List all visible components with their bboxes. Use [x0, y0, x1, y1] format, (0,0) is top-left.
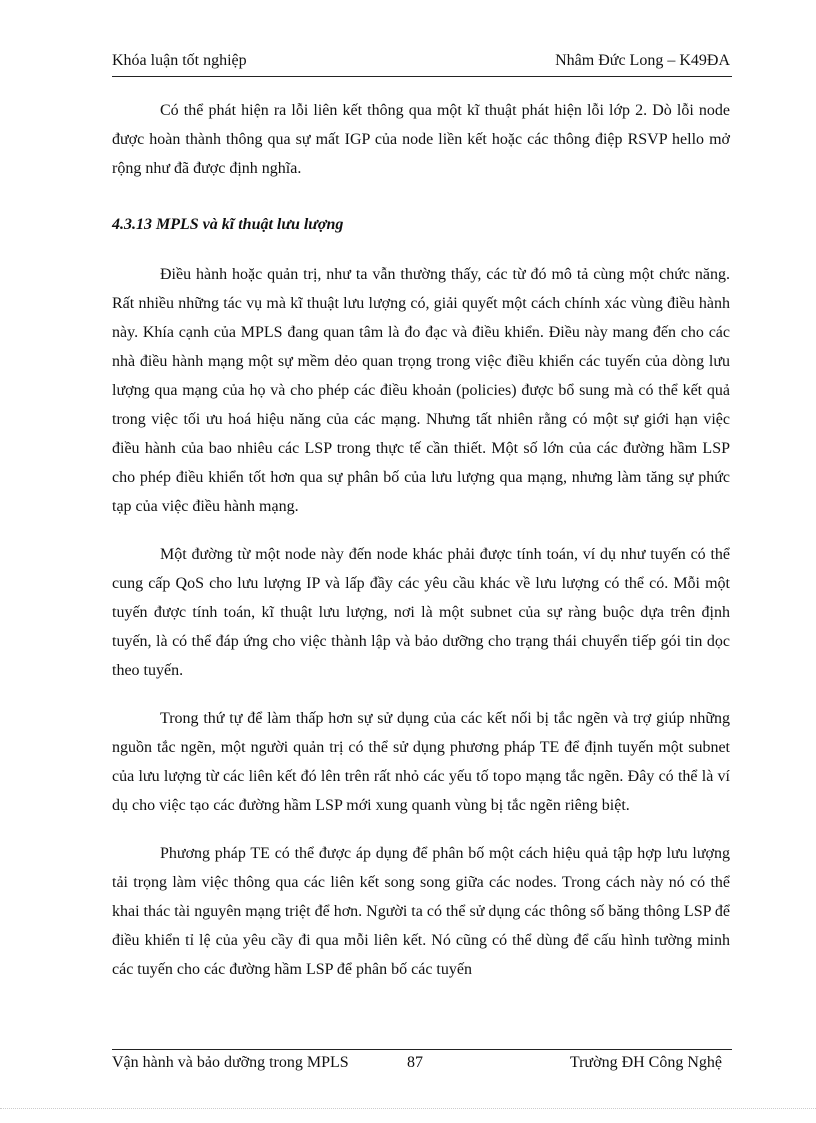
- header-author: Nhâm Đức Long – K49ĐA: [555, 52, 730, 69]
- section-heading: 4.3.13 MPLS và kĩ thuật lưu lượng: [112, 216, 344, 233]
- page-footer: [112, 1049, 732, 1074]
- paragraph-congestion: Trong thứ tự để làm thấp hơn sự sử dụng của các kết nối bị tắc ngẽn và trợ giúp những nguồn tắc ngẽn, một người quản trị có thể sử dụng phương pháp TE để định tuyến một subnet của lưu lượng từ các liên kết đó lên trên rất nhỏ các yếu tố topo mạng tắc ngẽn. Đây có thể là ví dụ cho việc tạo các đường hầm LSP mới xung quanh vùng bị tắc ngẽn riêng biệt.: [112, 710, 730, 814]
- page-header: [112, 50, 732, 77]
- paragraph-path-computation: Một đường từ một node này đến node khác phải được tính toán, ví dụ như tuyến có thể cung cấp QoS cho lưu lượng IP và lấp đầy các yêu cầu khác về lưu lượng có thể có. Mỗi một tuyến được tính toán, kĩ thuật lưu lượng, nơi là một subnet của sự ràng buộc dựa trên định tuyến, là có thể đáp ứng cho việc thành lập và bảo dưỡng cho trạng thái chuyển tiếp gói tin dọc theo tuyến.: [112, 546, 730, 679]
- paragraph-management: Điều hành hoặc quản trị, như ta vẫn thường thấy, các từ đó mô tả cùng một chức năng. Rất nhiều những tác vụ mà kĩ thuật lưu lượng có, giải quyết một cách chính xác vùng điều hành này. Khía cạnh của MPLS đang quan tâm là đo đạc và điều khiển. Điều này mang đến cho các nhà điều hành mạng một sự mềm dẻo quan trọng trong việc điều khiển các tuyến của dòng lưu lượng qua mạng của họ và cho phép các điều khoản (policies) được bổ sung mà có thể kết quả trong việc tối ưu hoá hiệu năng của các mạng. Nhưng tất nhiên rằng có một sự giới hạn việc điều hành của bao nhiêu các LSP trong thực tế cần thiết. Một số lớn của các đường hầm LSP cho phép điều khiển tốt hơn qua sự phân bố của lưu lượng qua mạng, nhưng làm tăng sự phức tạp của việc điều hành mạng.: [112, 266, 730, 515]
- page-number: 87: [407, 1054, 423, 1071]
- paragraph-link-failure: Có thể phát hiện ra lỗi liên kết thông qua một kĩ thuật phát hiện lỗi lớp 2. Dò lỗi node được hoàn thành thông qua sự mất IGP của node liền kết hoặc các thông điệp RSVP hello mở rộng như đã được định nghĩa.: [112, 102, 730, 177]
- footer-university: Trường ĐH Công Nghệ: [569, 1054, 722, 1071]
- page-content: [112, 96, 730, 984]
- page-edge-divider: [0, 1108, 816, 1109]
- header-thesis-label: Khóa luận tốt nghiệp: [112, 52, 247, 69]
- footer-document-title: Vận hành và bảo dưỡng trong MPLS: [112, 1054, 349, 1071]
- paragraph-load-distribution: Phương pháp TE có thể được áp dụng để phân bố một cách hiệu quả tập hợp lưu lượng tải trọng làm việc thông qua các liên kết song song giữa các nodes. Trong cách này nó có thể khai thác tài nguyên mạng triệt để hơn. Người ta có thể sử dụng các thông số băng thông LSP để điều khiển tỉ lệ của yêu cầy đi qua mỗi liên kết. Nó cũng có thể dùng để cấu hình tường minh các tuyến cho các đường hầm LSP để phân bố các tuyến: [112, 845, 730, 978]
